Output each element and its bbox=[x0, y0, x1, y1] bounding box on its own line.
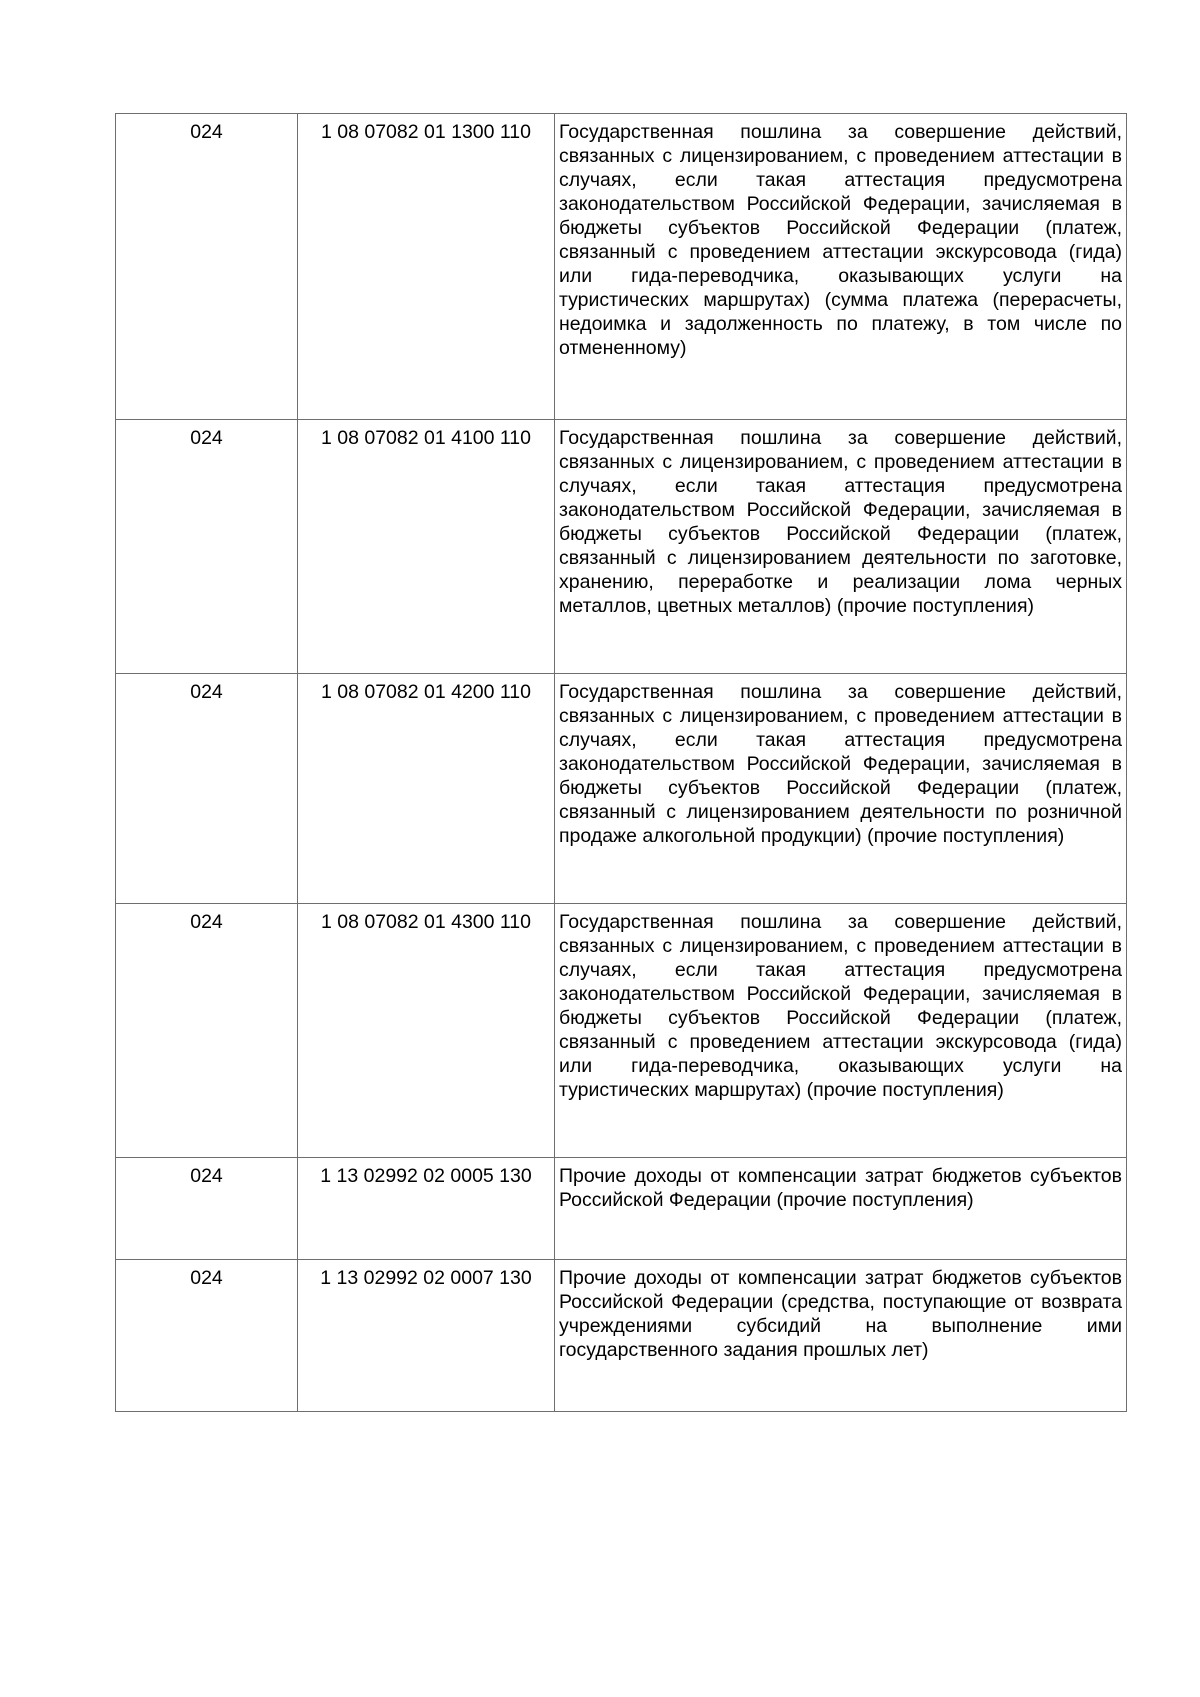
table-row bbox=[116, 1158, 1127, 1260]
budget-code-cell: 1 08 07082 01 4200 110 bbox=[298, 674, 555, 904]
table-row bbox=[116, 1260, 1127, 1412]
budget-code-cell: 1 13 02992 02 0007 130 bbox=[298, 1260, 555, 1412]
budget-code-cell: 1 08 07082 01 1300 110 bbox=[298, 114, 555, 420]
revenue-name-cell: Государственная пошлина за совершение действий, связанных с лицензированием, с проведением аттестации в случаях, если такая аттестация предусмотрена законодательством Российской Федерации, зачисляемая в бюджеты субъектов Российской Федерации (платеж, связанный с лицензированием деятельности по розничной продаже алкогольной продукции) (прочие поступления) bbox=[555, 674, 1127, 904]
table-row bbox=[116, 674, 1127, 904]
revenue-name-cell: Прочие доходы от компенсации затрат бюджетов субъектов Российской Федерации (прочие поступления) bbox=[555, 1158, 1127, 1260]
budget-code-cell: 1 08 07082 01 4300 110 bbox=[298, 904, 555, 1158]
table-row bbox=[116, 420, 1127, 674]
revenue-name-cell: Государственная пошлина за совершение действий, связанных с лицензированием, с проведением аттестации в случаях, если такая аттестация предусмотрена законодательством Российской Федерации, зачисляемая в бюджеты субъектов Российской Федерации (платеж, связанный с лицензированием деятельности по заготовке, хранению, переработке и реализации лома черных металлов, цветных металлов) (прочие поступления) bbox=[555, 420, 1127, 674]
table-row bbox=[116, 904, 1127, 1158]
table-row bbox=[116, 114, 1127, 420]
admin-code-cell: 024 bbox=[116, 420, 298, 674]
admin-code-cell: 024 bbox=[116, 1158, 298, 1260]
revenue-name-cell: Государственная пошлина за совершение действий, связанных с лицензированием, с проведением аттестации в случаях, если такая аттестация предусмотрена законодательством Российской Федерации, зачисляемая в бюджеты субъектов Российской Федерации (платеж, связанный с проведением аттестации экскурсовода (гида) или гида-переводчика, оказывающих услуги на туристических маршрутах) (прочие поступления) bbox=[555, 904, 1127, 1158]
budget-code-cell: 1 13 02992 02 0005 130 bbox=[298, 1158, 555, 1260]
revenue-codes-table bbox=[115, 113, 1127, 1412]
budget-code-cell: 1 08 07082 01 4100 110 bbox=[298, 420, 555, 674]
revenue-name-cell: Государственная пошлина за совершение действий, связанных с лицензированием, с проведением аттестации в случаях, если такая аттестация предусмотрена законодательством Российской Федерации, зачисляемая в бюджеты субъектов Российской Федерации (платеж, связанный с проведением аттестации экскурсовода (гида) или гида-переводчика, оказывающих услуги на туристических маршрутах) (сумма платежа (перерасчеты, недоимка и задолженность по платежу, в том числе по отмененному) bbox=[555, 114, 1127, 420]
table-body bbox=[116, 114, 1127, 1412]
admin-code-cell: 024 bbox=[116, 904, 298, 1158]
admin-code-cell: 024 bbox=[116, 1260, 298, 1412]
admin-code-cell: 024 bbox=[116, 674, 298, 904]
revenue-name-cell: Прочие доходы от компенсации затрат бюджетов субъектов Российской Федерации (средства, поступающие от возврата учреждениями субсидий на выполнение ими государственного задания прошлых лет) bbox=[555, 1260, 1127, 1412]
admin-code-cell: 024 bbox=[116, 114, 298, 420]
